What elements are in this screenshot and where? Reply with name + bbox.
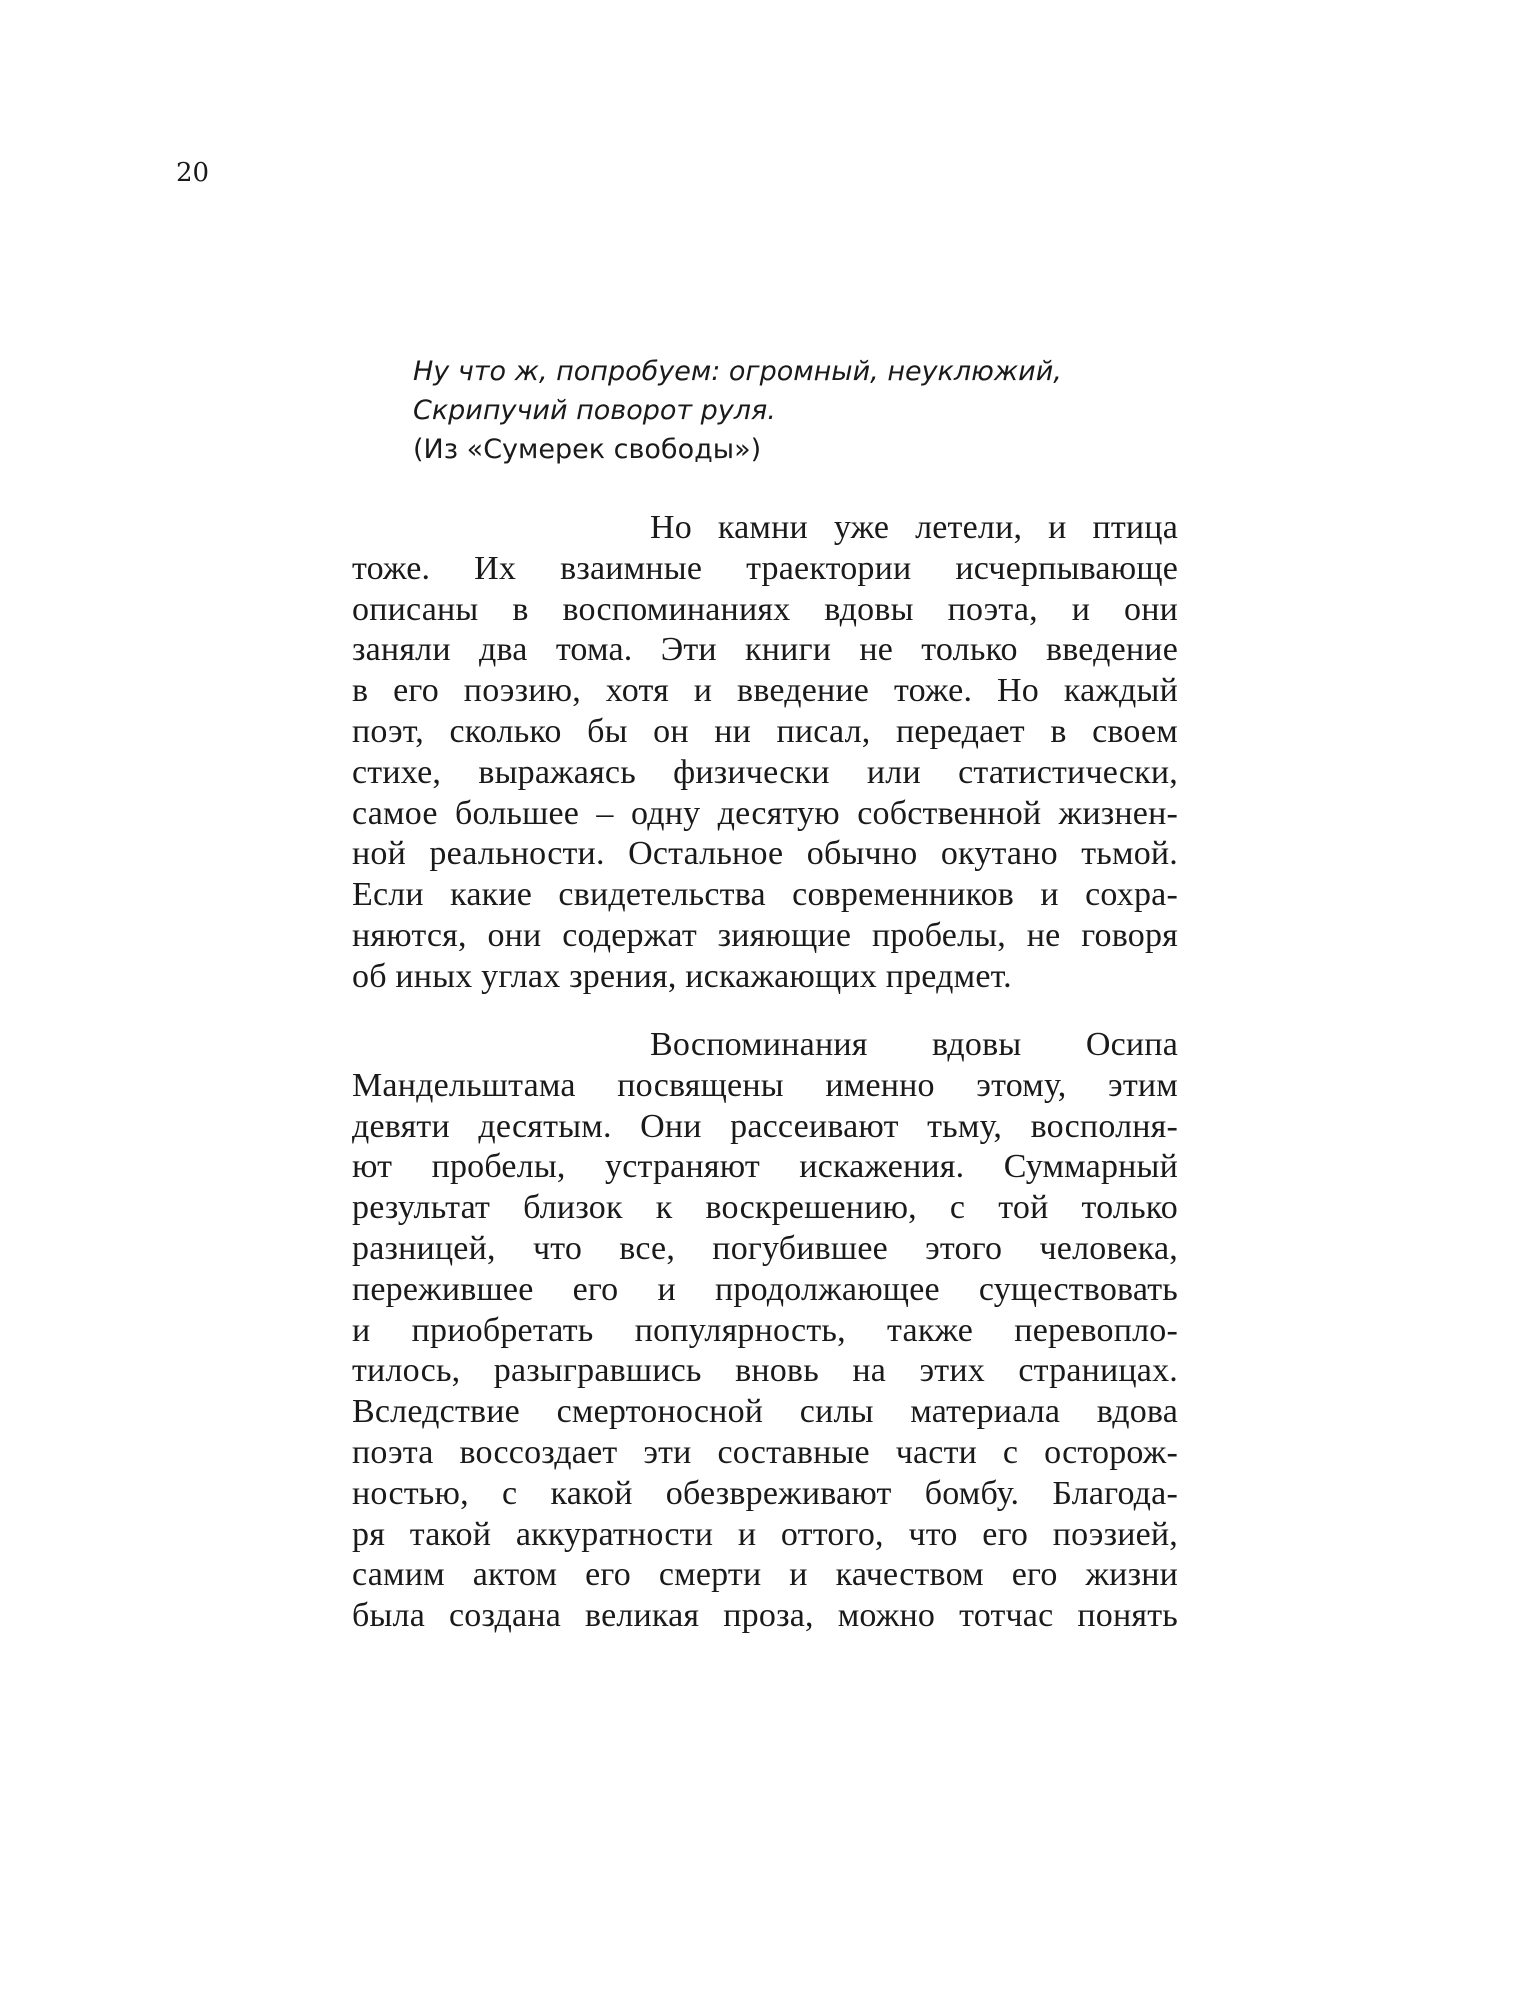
text-line: Вследствие смертоносной силы материала вдова (352, 1393, 1178, 1431)
text-line: самим актом его смерти и качеством его жизни (352, 1556, 1178, 1594)
text-line: ют пробелы, устраняют искажения. Суммарный (352, 1148, 1178, 1186)
text-line: и приобретать популярность, также перевопло- (352, 1311, 1178, 1349)
text-line: Мандельштама посвящены именно этому, этим (352, 1066, 1178, 1104)
text-line: в его поэзию, хотя и введение тоже. Но каждый (352, 672, 1178, 710)
page-number: 20 (176, 158, 210, 188)
text-line: пережившее его и продолжающее существовать (352, 1270, 1178, 1308)
text-line: Если какие свидетельства современников и сохра- (352, 876, 1178, 914)
text-line: тилось, разыгравшись вновь на этих страницах. (352, 1352, 1178, 1390)
text-line: Воспоминания вдовы Осипа (650, 1026, 1178, 1063)
text-line: тоже. Их взаимные траектории исчерпывающе (352, 549, 1178, 587)
text-line: девяти десятым. Они рассеивают тьму, восполня- (352, 1107, 1178, 1145)
text-line: няются, они содержат зияющие пробелы, не говоря (352, 916, 1178, 954)
text-line: поэта воссоздает эти составные части с осторож- (352, 1433, 1178, 1471)
text-line: разницей, что все, погубившее этого человека, (352, 1229, 1178, 1267)
text-line: ной реальности. Остальное обычно окутано тьмой. (352, 835, 1178, 873)
text-line: результат близок к воскрешению, с той только (352, 1189, 1178, 1227)
paragraph-1 (352, 508, 1178, 998)
epigraph-source: (Из «Сумерек свободы») (413, 434, 762, 465)
paragraph-2 (352, 1025, 1178, 1637)
text-line: поэт, сколько бы он ни писал, передает в своем (352, 712, 1178, 750)
text-line: ря такой аккуратности и оттого, что его поэзией, (352, 1515, 1178, 1553)
text-line: об иных углах зрения, искажающих предмет. (352, 957, 1012, 995)
text-line: стихе, выражаясь физически или статистически, (352, 753, 1178, 791)
text-line: описаны в воспоминаниях вдовы поэта, и они (352, 590, 1178, 628)
text-line: Но камни уже летели, и птица (650, 509, 1178, 546)
epigraph-line: Ну что ж, попробуем: огромный, неуклюжий, (413, 356, 1062, 387)
epigraph-line: Скрипучий поворот руля. (413, 395, 776, 426)
text-line: заняли два тома. Эти книги не только введение (352, 631, 1178, 669)
text-line: самое большее – одну десятую собственной жизнен- (352, 794, 1178, 832)
text-line: была создана великая проза, можно тотчас понять (352, 1597, 1178, 1635)
text-line: ностью, с какой обезвреживают бомбу. Благода- (352, 1474, 1178, 1512)
epigraph (413, 352, 1173, 469)
